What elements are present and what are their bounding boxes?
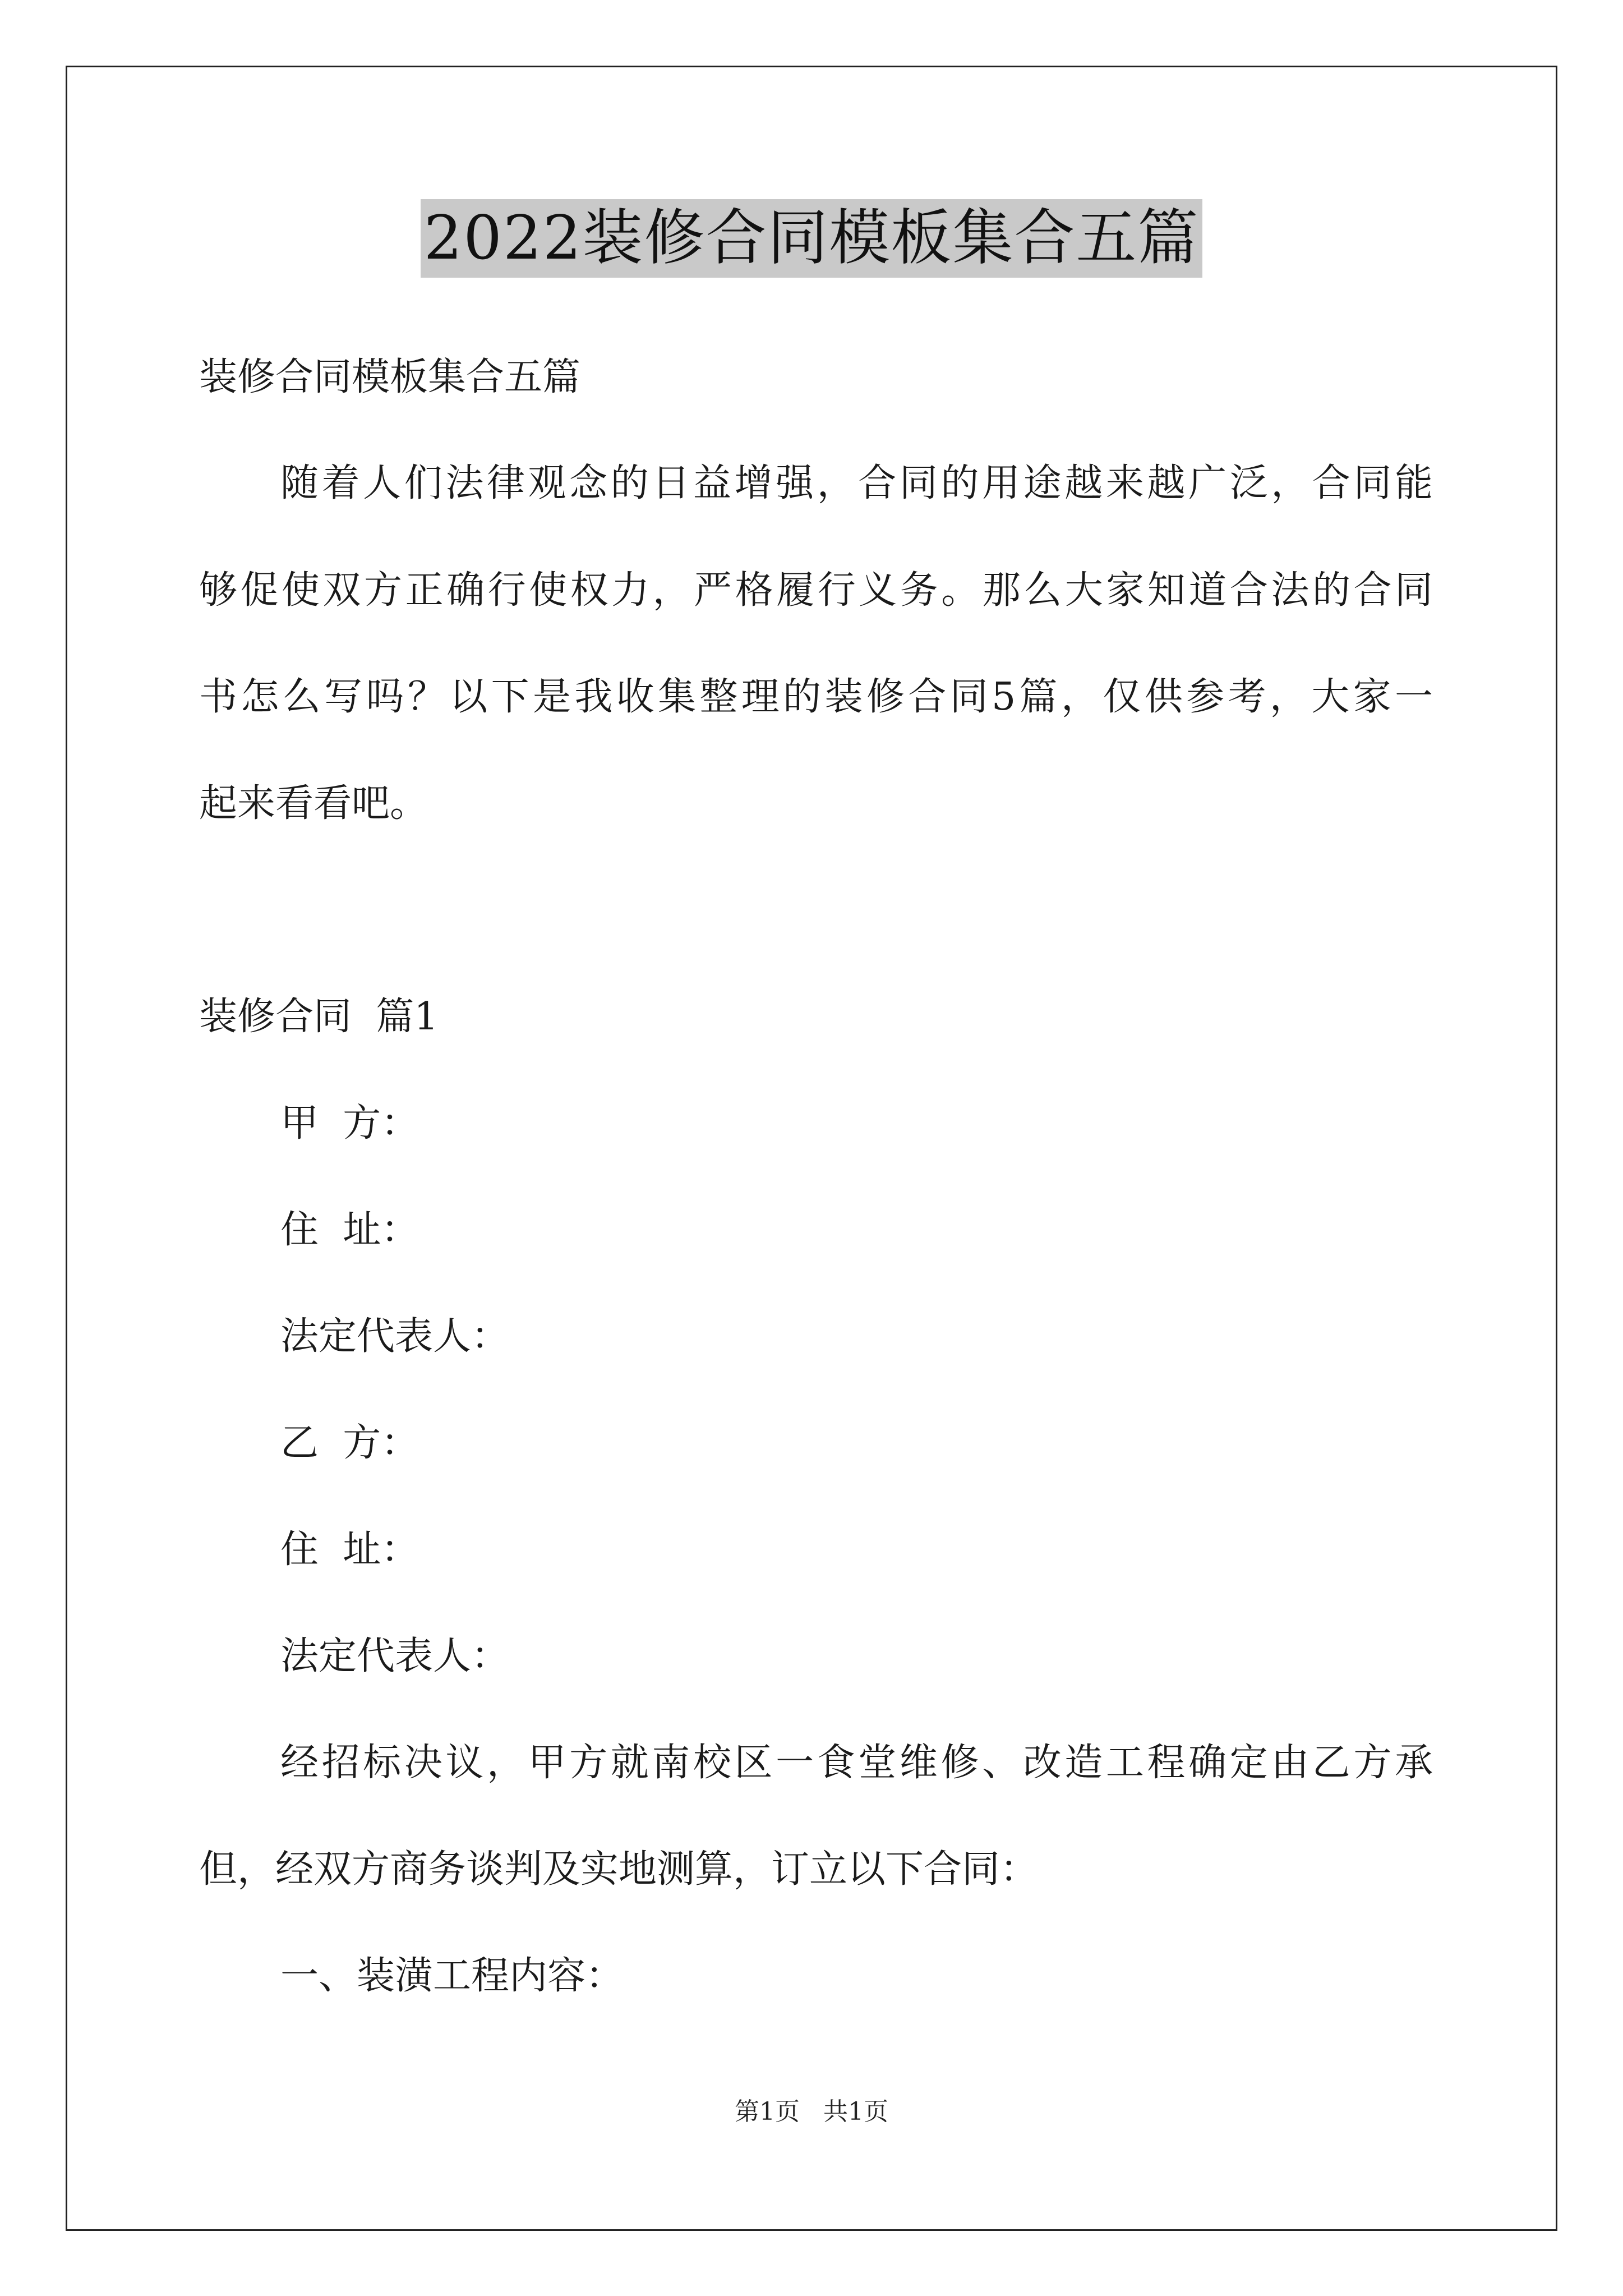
document-subtitle: 装修合同模板集合五篇	[199, 355, 581, 399]
section-heading: 装修合同 篇1	[199, 995, 439, 1039]
page-total-label: 共1页	[823, 2097, 888, 2126]
intro-line-1: 随着人们法律观念的日益增强，合同的用途越来越广泛，合同能	[280, 461, 1433, 505]
document-title: 2022装修合同模板集合五篇	[421, 199, 1203, 278]
party-b-address-label: 住 址：	[280, 1527, 419, 1572]
intro-line-3: 书怎么写吗？以下是我收集整理的装修合同5篇，仅供参考，大家一	[199, 675, 1433, 719]
clause-heading: 一、装潢工程内容：	[280, 1954, 624, 1998]
intro-line-4: 起来看看吧。	[199, 781, 428, 826]
page-footer	[0, 2095, 1623, 2129]
page-number-label: 第1页	[735, 2097, 800, 2126]
document-title-wrap	[0, 199, 1623, 278]
party-b-label: 乙 方：	[280, 1421, 419, 1465]
intro-line-2: 够促使双方正确行使权力，严格履行义务。那么大家知道合法的合同	[199, 568, 1433, 613]
party-b-representative-label: 法定代表人：	[280, 1634, 510, 1678]
party-a-representative-label: 法定代表人：	[280, 1314, 510, 1359]
party-a-label: 甲 方：	[280, 1101, 419, 1145]
body-line-2: 但，经双方商务谈判及实地测算，订立以下合同：	[199, 1847, 1039, 1892]
body-line-1: 经招标决议，甲方就南校区一食堂维修、改造工程确定由乙方承	[280, 1741, 1433, 1785]
party-a-address-label: 住 址：	[280, 1208, 419, 1252]
